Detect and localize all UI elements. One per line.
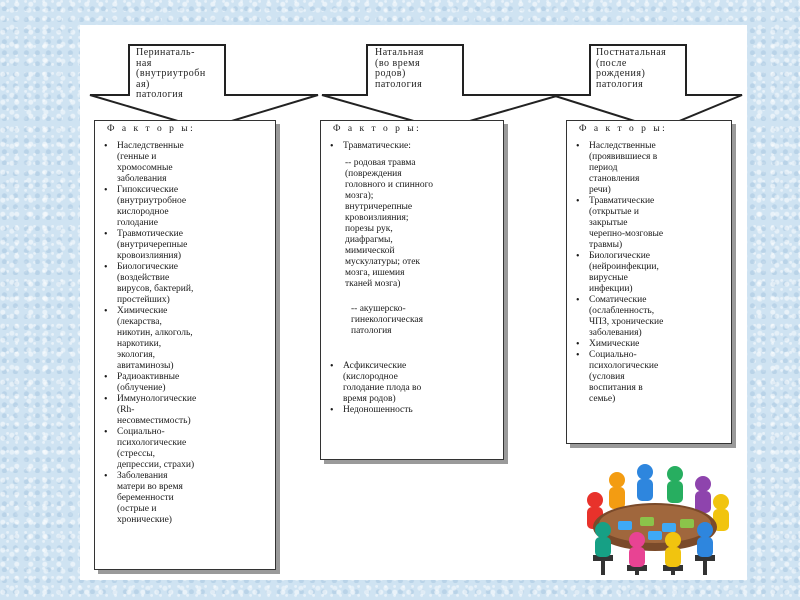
figure-head [595, 522, 611, 538]
list-item: • Наследственные (проявившиеся в период становления речи) [567, 141, 731, 196]
puzzle-piece [640, 517, 654, 526]
list-item: • Биологические (нейроинфекции, вирусные инфекции) [567, 251, 731, 295]
obstetric-text: -- акушерско- гинекологическая патология [351, 304, 424, 336]
chair-leg [703, 561, 707, 575]
list-item: • Химические (лекарства, никотин, алкоголь, наркотики, экология, авитаминозы) [95, 306, 275, 372]
figure-head [665, 532, 681, 548]
slide [80, 25, 747, 580]
figure-body [637, 479, 653, 501]
factor-list [321, 141, 503, 152]
list-item: • Недоношенность [321, 405, 503, 416]
list-item: • Социально- психологические (стрессы, депрессии, страхи) [95, 427, 275, 471]
list-item: • Заболевания матери во время беременности (острые и хронические) [95, 471, 275, 526]
arrow-label-perinatal: Перинаталь- ная (внутриутробн ая) патология [136, 47, 206, 100]
puzzle-piece [648, 531, 662, 540]
list-item: • Травматические (открытые и закрытые черепно-мозговые травмы) [567, 196, 731, 251]
panel-natal-factors [320, 120, 504, 460]
list-item: • Иммунологические (Rh- несовместимость) [95, 394, 275, 427]
list-item: • Соматические (ослабленность, ЧПЗ, хронические заболевания) [567, 295, 731, 339]
figure-head [713, 494, 729, 510]
arrow-label-natal: Натальная (во время родов) патология [375, 47, 424, 90]
puzzle-piece [618, 521, 632, 530]
panel-perinatal-factors [94, 120, 276, 570]
list-item: • Социально- психологические (условия воспитания в семье) [567, 350, 731, 405]
arrow-label-postnatal: Постнатальная (после рождения) патология [596, 47, 667, 90]
list-item: • Радиоактивные (облучение) [95, 372, 275, 394]
list-item: • Асфиксические (кислородное голодание плода во время родов) [321, 361, 503, 405]
figure-body [667, 481, 683, 503]
figure-body [665, 547, 681, 567]
puzzle-piece [680, 519, 694, 528]
figure-head [609, 472, 625, 488]
figure-body [629, 547, 645, 567]
factor-list [95, 141, 275, 526]
figure-body [697, 537, 713, 557]
chair-leg [635, 571, 639, 575]
panel-title: Ф а к т о р ы: [107, 124, 196, 134]
list-item: • Биологические (воздействие вирусов, бактерий, простейших) [95, 262, 275, 306]
factor-list [321, 361, 503, 416]
factor-list [567, 141, 731, 405]
list-item: • Травмотические (внутричерепные кровоизлияния) [95, 229, 275, 262]
list-item: • Наследственные (генные и хромосомные заболевания [95, 141, 275, 185]
panel-postnatal-factors [566, 120, 732, 444]
figure-body [609, 487, 625, 509]
puzzle-piece [662, 523, 676, 532]
list-item: • Травматические: [321, 141, 503, 152]
figure-head [695, 476, 711, 492]
panel-title: Ф а к т о р ы: [333, 124, 422, 134]
figure-head [637, 464, 653, 480]
figure-head [697, 522, 713, 538]
figure-head [587, 492, 603, 508]
chair-leg [671, 571, 675, 575]
figure-head [667, 466, 683, 482]
chair-leg [601, 561, 605, 575]
figure-head [629, 532, 645, 548]
round-table-image [568, 457, 743, 575]
list-item: • Химические [567, 339, 731, 350]
list-item: • Гипоксические (внутриутробное кислородное голодание [95, 185, 275, 229]
figure-body [595, 537, 611, 557]
panel-title: Ф а к т о р ы: [579, 124, 668, 134]
round-table-illustration [568, 457, 743, 575]
birth-trauma-text: -- родовая травма (повреждения головного и спинного мозга); внутричерепные кровоизлияния; порезы рук, диафрагмы, мимической мускулатуры; отек мозга, ишемия тканей мозга) [345, 158, 434, 289]
